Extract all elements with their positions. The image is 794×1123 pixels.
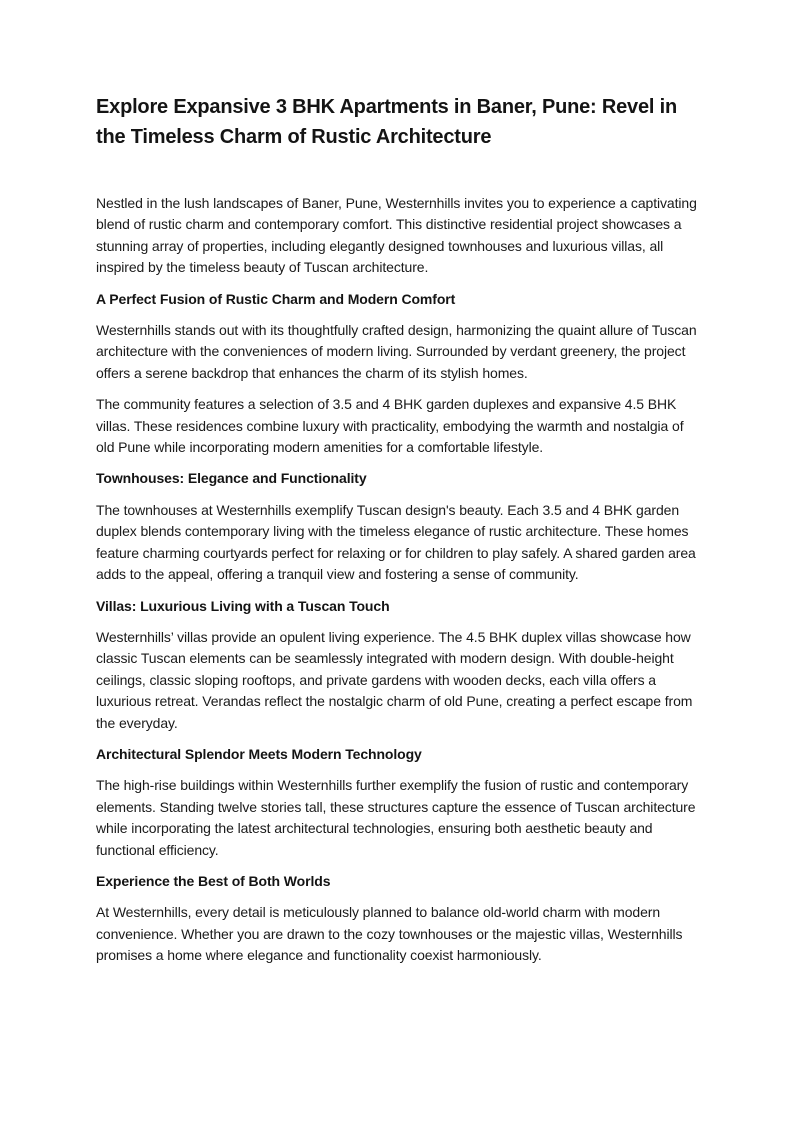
section-experience: [96, 871, 698, 967]
paragraph: Westernhills’ villas provide an opulent living experience. The 4.5 BHK duplex villas showcase how classic Tuscan elements can be seamlessly integrated with modern design. With double-height ceilings, classic sloping rooftops, and private gardens with wooden decks, each villa offers a luxurious retreat. Verandas reflect the nostalgic charm of old Pune, creating a perfect escape from the everyday.: [96, 628, 693, 731]
section-heading: Townhouses: Elegance and Functionality: [96, 470, 367, 487]
section-heading: A Perfect Fusion of Rustic Charm and Modern Comfort: [96, 290, 456, 307]
document-title: Explore Expansive 3 BHK Apartments in Baner, Pune: Revel in the Timeless Charm of Rustic Architecture: [96, 96, 677, 148]
paragraph: The high-rise buildings within Westernhills further exemplify the fusion of rustic and contemporary elements. Standing twelve stories tall, these structures capture the essence of Tuscan architecture while incorporating the latest architectural technologies, ensuring both aesthetic beauty and functional efficiency.: [96, 777, 696, 858]
paragraph: The townhouses at Westernhills exemplify Tuscan design's beauty. Each 3.5 and 4 BHK garden duplex blends contemporary living with the timeless elegance of rustic architecture. These homes feature charming courtyards perfect for relaxing or for children to play safely. A shared garden area adds to the appeal, offering a tranquil view and fostering a sense of community.: [96, 501, 696, 583]
paragraph: The community features a selection of 3.5 and 4 BHK garden duplexes and expansive 4.5 BHK villas. These residences combine luxury with practicality, embodying the warmth and nostalgia of old Pune while incorporating modern amenities for a comfortable lifestyle.: [96, 396, 684, 456]
section-heading: Experience the Best of Both Worlds: [96, 872, 331, 889]
section-villas: [96, 596, 698, 734]
intro-paragraph: Nestled in the lush landscapes of Baner, Pune, Westernhills invites you to experience a captivating blend of rustic charm and contemporary comfort. This distinctive residential project showcases a stunning array of properties, including elegantly designed townhouses and luxurious villas, all inspired by the timeless beauty of Tuscan architecture.: [96, 195, 697, 276]
section-townhouses: [96, 468, 698, 585]
section-heading: Villas: Luxurious Living with a Tuscan Touch: [96, 597, 390, 614]
paragraph: Westernhills stands out with its thoughtfully crafted design, harmonizing the quaint allure of Tuscan architecture with the conveniences of modern living. Surrounded by verdant greenery, the project offers a serene backdrop that enhances the charm of its stylish homes.: [96, 322, 697, 381]
paragraph: At Westernhills, every detail is meticulously planned to balance old-world charm with modern convenience. Whether you are drawn to the cozy townhouses or the majestic villas, Westernhills promises a home where elegance and functionality coexist harmoniously.: [96, 904, 683, 964]
section-heading: Architectural Splendor Meets Modern Technology: [96, 745, 422, 762]
section-fusion: [96, 289, 698, 459]
section-architecture: [96, 744, 698, 861]
